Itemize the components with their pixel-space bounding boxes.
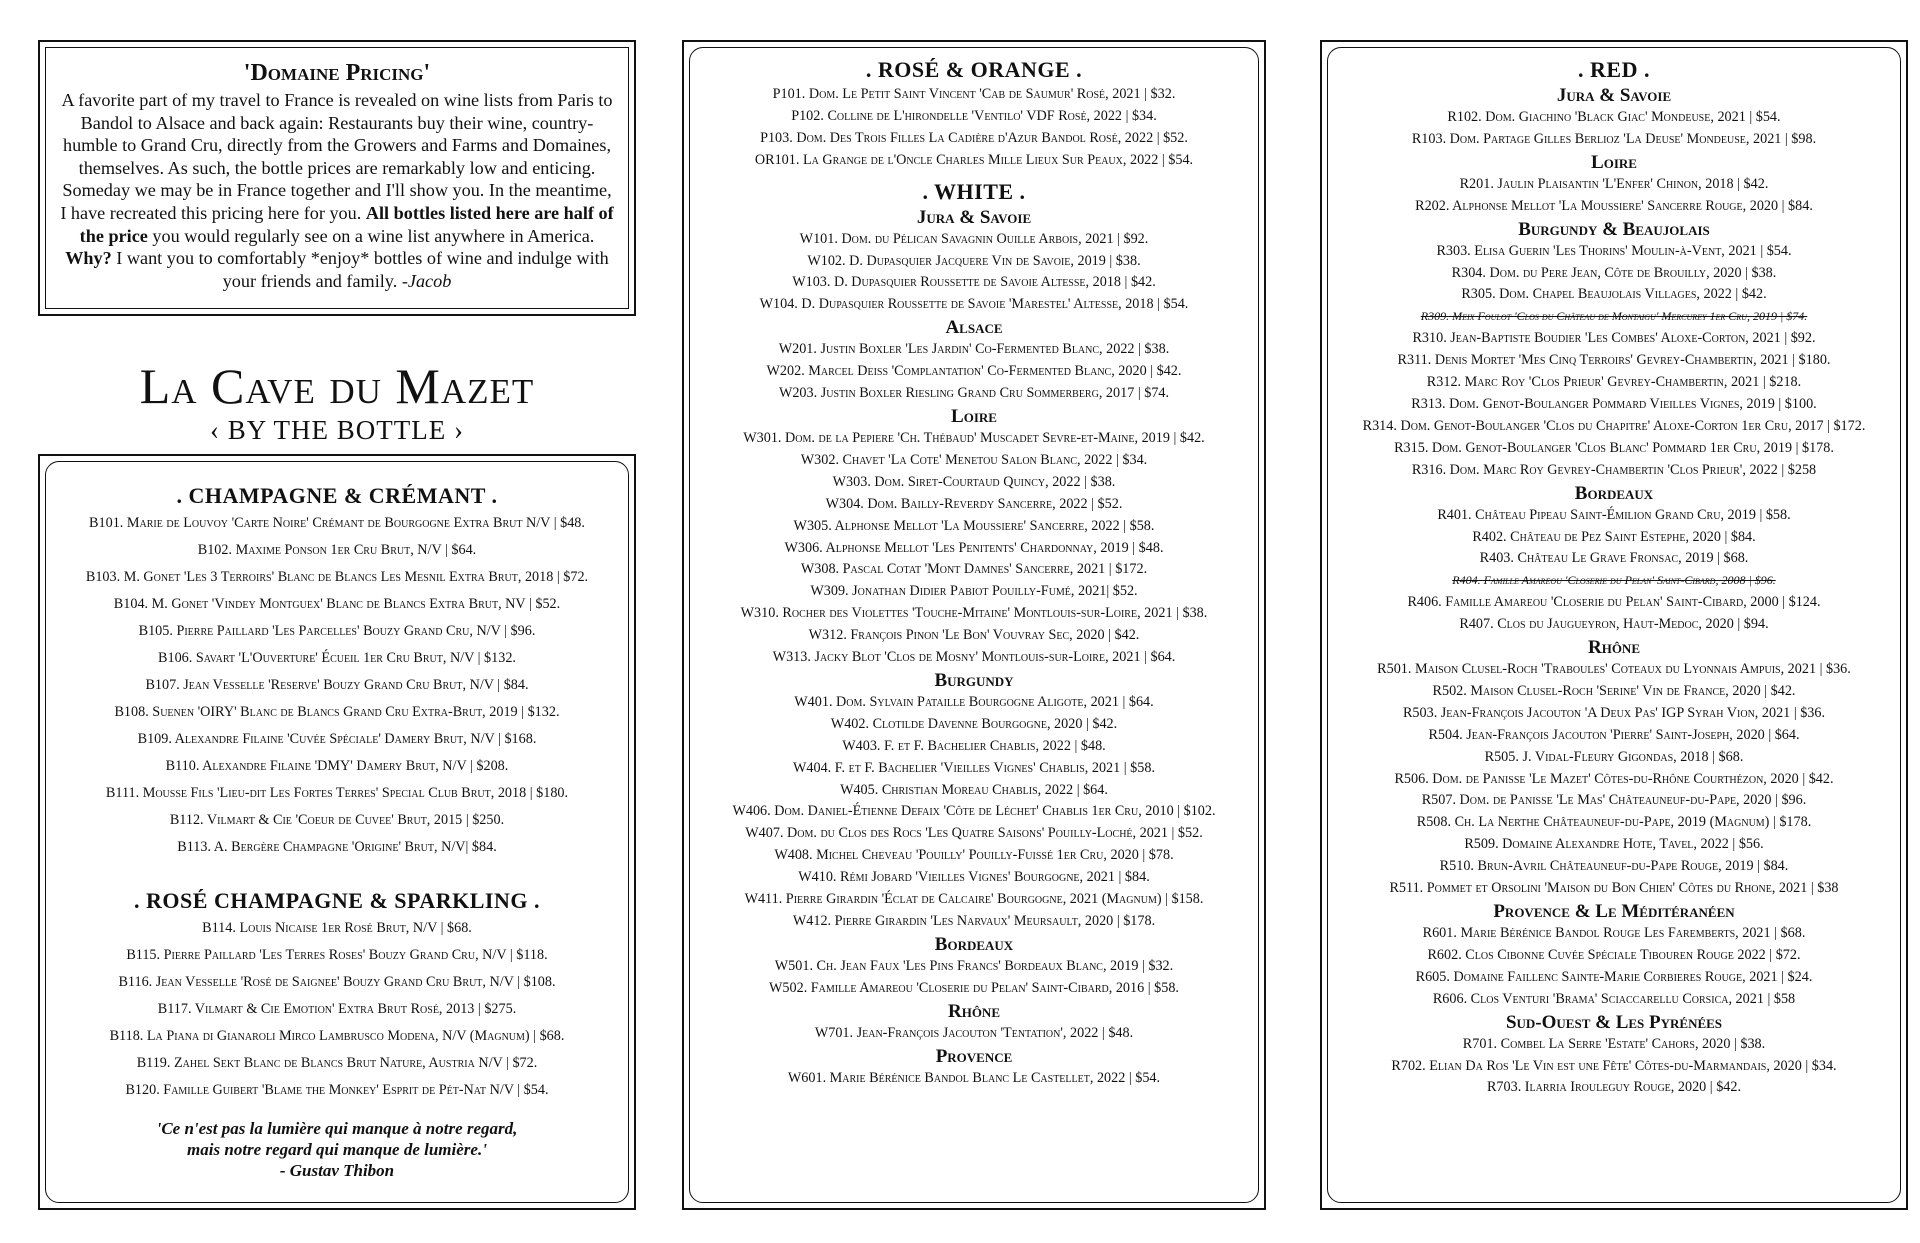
wine-list-item: B109. Alexandre Filaine 'Cuvée Spéciale' Damery Brut, N/V | $168. (137, 731, 537, 747)
wine-list-item: R505. J. Vidal-Fleury Gigondas, 2018 | $68. (1484, 748, 1744, 765)
wine-list-item: W301. Dom. de la Pepiere 'Ch. Thébaud' Muscadet Sevre-et-Maine, 2019 | $42. (743, 429, 1205, 446)
white-bordeaux-title: Bordeaux (934, 933, 1014, 955)
wine-list-item: W202. Marcel Deiss 'Complantation' Co-Fermented Blanc, 2020 | $42. (766, 363, 1182, 380)
wine-list-item: B114. Louis Nicaise 1er Rosé Brut, N/V | $68. (202, 920, 472, 936)
wine-list-item: R310. Jean-Baptiste Boudier 'Les Combes' Aloxe-Corton, 2021 | $92. (1412, 330, 1816, 347)
red-loire-list (1328, 174, 1900, 218)
brand-heading (38, 358, 636, 446)
wine-list-item: W309. Jonathan Didier Pabiot Pouilly-Fumé, 2021| $52. (810, 583, 1138, 600)
by-the-bottle-subtitle: ‹ BY THE BOTTLE › (210, 415, 464, 445)
rose-white-panel (682, 40, 1266, 1210)
intro-title: 'Domaine Pricing' (243, 60, 431, 86)
wine-list-item: P103. Dom. Des Trois Filles La Cadière d'Azur Bandol Rosé, 2022 | $52. (760, 129, 1188, 146)
white-jura-title: Jura & Savoie (916, 206, 1032, 228)
wine-list-item: R407. Clos du Jaugueyron, Haut-Medoc, 2020 | $94. (1459, 616, 1769, 633)
quote-author: - Gustav Thibon (279, 1161, 395, 1180)
wine-list-item: R202. Alphonse Mellot 'La Moussiere' Sancerre Rouge, 2020 | $84. (1415, 197, 1813, 214)
wine-list-item: R510. Brun-Avril Châteauneuf-du-Pape Rouge, 2019 | $84. (1439, 858, 1789, 875)
quote-line-2: mais notre regard qui manque de lumière.' (187, 1140, 487, 1159)
wine-list-item: R601. Marie Bérénice Bandol Rouge Les Faremberts, 2021 | $68. (1422, 925, 1806, 941)
white-burgundy-title: Burgundy (934, 669, 1014, 691)
wine-list-item: R504. Jean-François Jacouton 'Pierre' Saint-Joseph, 2020 | $64. (1428, 726, 1800, 743)
wine-list-item: R401. Château Pipeau Saint-Émilion Grand Cru, 2019 | $58. (1437, 506, 1791, 523)
wine-list-item: W701. Jean-François Jacouton 'Tentation', 2022 | $48. (814, 1024, 1134, 1041)
wine-list-item: R501. Maison Clusel-Roch 'Traboules' Coteaux du Lyonnais Ampuis, 2021 | $36. (1377, 661, 1851, 678)
red-rhone-title: Rhône (1587, 637, 1640, 659)
wine-list-item: R602. Clos Cibonne Cuvée Spéciale Tibouren Rouge 2022 | $72. (1427, 946, 1801, 963)
wine-list-item: R305. Dom. Chapel Beaujolais Villages, 2022 | $42. (1461, 286, 1767, 303)
champagne-list (46, 510, 628, 861)
wine-list-item: R312. Marc Roy 'Clos Prieur' Gevrey-Chambertin, 2021 | $218. (1426, 374, 1802, 391)
white-loire-list (690, 428, 1258, 669)
white-burgundy-list (690, 692, 1258, 933)
wine-list-item: B119. Zahel Sekt Blanc de Blancs Brut Nature, Austria N/V | $72. (136, 1055, 538, 1071)
white-alsace-list (690, 339, 1258, 405)
wine-list-item: P101. Dom. Le Petit Saint Vincent 'Cab de Saumur' Rosé, 2021 | $32. (772, 86, 1176, 102)
wine-list-item: R606. Clos Venturi 'Brama' Sciaccarellu Corsica, 2021 | $58 (1432, 990, 1796, 1007)
wine-list-item: W303. Dom. Siret-Courtaud Quincy, 2022 | $38. (832, 473, 1116, 490)
white-bordeaux-list (690, 956, 1258, 1000)
wine-list-item: B107. Jean Vesselle 'Reserve' Bouzy Grand Cru Brut, N/V | $84. (145, 677, 529, 693)
wine-list-item: W104. D. Dupasquier Roussette de Savoie 'Marestel' Altesse, 2018 | $54. (759, 296, 1189, 313)
wine-list-item: P102. Colline de L'hirondelle 'Ventilo' VDF Rosé, 2022 | $34. (791, 107, 1157, 124)
white-jura-list (690, 229, 1258, 317)
wine-list-item: R311. Denis Mortet 'Mes Cinq Terroirs' Gevrey-Chambertin, 2021 | $180. (1397, 352, 1831, 369)
quote (46, 1118, 628, 1181)
white-section-title: . WHITE . (922, 178, 1026, 204)
wine-list-item: B108. Suenen 'OIRY' Blanc de Blancs Grand Cru Extra-Brut, 2019 | $132. (114, 704, 560, 720)
wine-list-item: W411. Pierre Girardin 'Éclat de Calcaire' Bourgogne, 2021 (Magnum) | $158. (744, 891, 1204, 908)
rose-champagne-section-title: . ROSÉ CHAMPAGNE & SPARKLING . (134, 888, 540, 913)
white-rhone-title: Rhône (947, 1000, 1000, 1022)
wine-list-item: B115. Pierre Paillard 'Les Terres Roses' Bouzy Grand Cru, N/V | $118. (126, 947, 548, 963)
white-rhone-list (690, 1023, 1258, 1045)
red-jura-list (1328, 107, 1900, 151)
red-bordeaux-list (1328, 505, 1900, 636)
red-burgundy-list (1328, 241, 1900, 482)
wine-list-item: B113. A. Bergère Champagne 'Origine' Brut, N/V| $84. (177, 839, 497, 855)
quote-line-1: 'Ce n'est pas la lumière qui manque à notre regard, (156, 1119, 518, 1138)
wine-list-item: W310. Rocher des Violettes 'Touche-Mitaine' Montlouis-sur-Loire, 2021 | $38. (740, 605, 1208, 622)
wine-list-item: R316. Dom. Marc Roy Gevrey-Chambertin 'Clos Prieur', 2022 | $258 (1411, 461, 1817, 478)
wine-list-item: W203. Justin Boxler Riesling Grand Cru Sommerberg, 2017 | $74. (778, 385, 1170, 402)
wine-list-item: W201. Justin Boxler 'Les Jardin' Co-Fermented Blanc, 2022 | $38. (778, 341, 1170, 358)
wine-list-item: W410. Rémi Jobard 'Vieilles Vignes' Bourgogne, 2021 | $84. (798, 869, 1150, 886)
sparkling-panel (38, 454, 636, 1210)
wine-list-item: R402. Château de Pez Saint Estephe, 2020 | $84. (1472, 528, 1756, 545)
white-loire-title: Loire (951, 405, 997, 427)
wine-list-item: W306. Alphonse Mellot 'Les Penitents' Chardonnay, 2019 | $48. (784, 539, 1164, 556)
wine-list-item: R502. Maison Clusel-Roch 'Serine' Vin de France, 2020 | $42. (1432, 682, 1796, 699)
restaurant-name: La Cave du Mazet (139, 358, 535, 414)
wine-list-item: W407. Dom. du Clos des Rocs 'Les Quatre Saisons' Pouilly-Loché, 2021 | $52. (745, 825, 1203, 842)
wine-list-item: R314. Dom. Genot-Boulanger 'Clos du Chapitre' Aloxe-Corton 1er Cru, 2017 | $172. (1362, 417, 1866, 434)
wine-list-item: W304. Dom. Bailly-Reverdy Sancerre, 2022 | $52. (825, 495, 1123, 512)
wine-list-item: R703. Ilarria Irouleguy Rouge, 2020 | $42. (1486, 1079, 1742, 1096)
wine-list-item: W103. D. Dupasquier Roussette de Savoie Altesse, 2018 | $42. (792, 274, 1156, 291)
wine-list-item: W313. Jacky Blot 'Clos de Mosny' Montlouis-sur-Loire, 2021 | $64. (772, 649, 1176, 666)
wine-list-item: B105. Pierre Paillard 'Les Parcelles' Bouzy Grand Cru, N/V | $96. (138, 623, 536, 639)
wine-list-item: B106. Savart 'L'Ouverture' Écueil 1er Cru Brut, N/V | $132. (158, 650, 516, 666)
wine-list-item: B104. M. Gonet 'Vindey Montguex' Blanc de Blancs Extra Brut, NV | $52. (113, 596, 561, 612)
wine-list-item: R403. Château Le Grave Fronsac, 2019 | $68. (1479, 550, 1749, 567)
red-burgundy-title: Burgundy & Beaujolais (1518, 218, 1710, 240)
wine-list-item: W312. François Pinon 'Le Bon' Vouvray Sec, 2020 | $42. (808, 627, 1140, 644)
wine-list-item: R509. Domaine Alexandre Hote, Tavel, 2022 | $56. (1464, 836, 1764, 853)
white-alsace-title: Alsace (945, 317, 1003, 339)
red-sudouest-list (1328, 1034, 1900, 1100)
rose-orange-list (690, 84, 1258, 172)
rose-champagne-list (46, 915, 628, 1104)
intro-text: A favorite part of my travel to France is revealed on wine lists from Paris to Bandol to Alsace and back again: Restaurants buy their wine, country-humble to Grand Cru, directly from the Growers and Farms and Domaines, themselves. As such, the bottle prices are remarkably low and enticing. Someday we may be in France together and I'll show you. In the meantime, I have recreated this pricing here for you. All bottles listed here are half of the price you would regularly see on a wine list anywhere in America. Why? I want you to comfortably *enjoy* bottles of wine and indulge with your friends and family. -Jacob (60, 90, 614, 291)
wine-list-item: R701. Combel La Serre 'Estate' Cahors, 2020 | $38. (1462, 1035, 1766, 1052)
wine-list-item: R503. Jean-François Jacouton 'A Deux Pas' IGP Syrah Vion, 2021 | $36. (1402, 704, 1826, 721)
red-section-title: . RED . (1578, 57, 1650, 82)
wine-list-item: W305. Alphonse Mellot 'La Moussiere' Sancerre, 2022 | $58. (793, 517, 1155, 534)
wine-list-item: R507. Dom. de Panisse 'Le Mas' Châteauneuf-du-Pape, 2020 | $96. (1421, 792, 1807, 809)
red-sudouest-title: Sud-Ouest & Les Pyrénées (1505, 1011, 1723, 1033)
wine-list-item: B103. M. Gonet 'Les 3 Terroirs' Blanc de Blancs Les Mesnil Extra Brut, 2018 | $72. (85, 569, 589, 585)
wine-list-item: W403. F. et F. Bachelier Chablis, 2022 | $48. (842, 737, 1106, 754)
wine-list-item: R508. Ch. La Nerthe Châteauneuf-du-Pape, 2019 (Magnum) | $178. (1416, 814, 1812, 831)
wine-list-item: R406. Famille Amareou 'Closerie du Pelan' Saint-Cibard, 2000 | $124. (1407, 594, 1821, 611)
wine-list-item: W302. Chavet 'La Cote' Menetou Salon Blanc, 2022 | $34. (800, 451, 1148, 468)
wine-list-item: R404. Famille Amareou 'Closerie du Pelan' Saint-Cibard, 2008 | $96. (1452, 573, 1776, 588)
red-bordeaux-title: Bordeaux (1574, 482, 1654, 504)
domaine-pricing-box (38, 40, 636, 316)
wine-list-item: W501. Ch. Jean Faux 'Les Pins Francs' Bordeaux Blanc, 2019 | $32. (774, 957, 1174, 974)
wine-list-item: R511. Pommet et Orsolini 'Maison du Bon Chien' Côtes du Rhone, 2021 | $38 (1389, 880, 1839, 897)
wine-list-item: B118. La Piana di Gianaroli Mirco Lambrusco Modena, N/V (Magnum) | $68. (109, 1028, 565, 1044)
wine-list-item: W404. F. et F. Bachelier 'Vieilles Vignes' Chablis, 2021 | $58. (792, 759, 1156, 776)
wine-list-item: R102. Dom. Giachino 'Black Giac' Mondeuse, 2021 | $54. (1447, 109, 1781, 125)
red-jura-title: Jura & Savoie (1556, 85, 1672, 106)
champagne-section-title: . CHAMPAGNE & CRÉMANT . (176, 483, 498, 508)
wine-list-item: B101. Marie de Louvoy 'Carte Noire' Crémant de Bourgogne Extra Brut N/V | $48. (89, 515, 585, 531)
red-rhone-list (1328, 659, 1900, 900)
wine-list-item: B120. Famille Guibert 'Blame the Monkey' Esprit de Pét-Nat N/V | $54. (125, 1082, 549, 1098)
wine-list-item: W405. Christian Moreau Chablis, 2022 | $64. (840, 781, 1108, 798)
white-provence-title: Provence (935, 1045, 1013, 1067)
wine-list-item: B116. Jean Vesselle 'Rosé de Saignee' Bouzy Grand Cru Brut, N/V | $108. (118, 974, 556, 990)
wine-list-item: W408. Michel Cheveau 'Pouilly' Pouilly-Fuissé 1er Cru, 2020 | $78. (774, 847, 1174, 864)
wine-list-item: W102. D. Dupasquier Jacquere Vin de Savoie, 2019 | $38. (807, 252, 1141, 269)
wine-list-item: B111. Mousse Fils 'Lieu-dit Les Fortes Terres' Special Club Brut, 2018 | $180. (105, 785, 569, 801)
wine-list-item: OR101. La Grange de l'Oncle Charles Mille Lieux Sur Peaux, 2022 | $54. (754, 151, 1194, 168)
wine-list-item: W601. Marie Bérénice Bandol Blanc Le Castellet, 2022 | $54. (787, 1069, 1161, 1086)
rose-orange-section-title: . ROSÉ & ORANGE . (865, 57, 1083, 82)
wine-list-item: W101. Dom. du Pélican Savagnin Ouille Arbois, 2021 | $92. (799, 230, 1149, 247)
wine-list-item: W502. Famille Amareou 'Closerie du Pelan' Saint-Cibard, 2016 | $58. (769, 979, 1179, 996)
red-provence-list (1328, 923, 1900, 1011)
wine-list-item: R303. Elisa Guerin 'Les Thorins' Moulin-à-Vent, 2021 | $54. (1436, 242, 1792, 259)
wine-list-item: R304. Dom. du Pere Jean, Côte de Brouilly, 2020 | $38. (1451, 264, 1777, 281)
wine-list-item: R309. Meix Foulot 'Clos du Château de Montaigu' Mercurey 1er Cru, 2019 | $74. (1420, 309, 1808, 324)
wine-list-item: W406. Dom. Daniel-Étienne Defaix 'Côte de Léchet' Chablis 1er Cru, 2010 | $102. (732, 803, 1216, 820)
wine-list-item: W401. Dom. Sylvain Pataille Bourgogne Aligote, 2021 | $64. (794, 693, 1154, 710)
wine-list-item: R702. Elian Da Ros 'Le Vin est une Fête' Côtes-du-Marmandais, 2020 | $34. (1391, 1057, 1837, 1074)
wine-list-item: B117. Vilmart & Cie Emotion' Extra Brut Rosé, 2013 | $275. (157, 1001, 517, 1017)
wine-list-item: B102. Maxime Ponson 1er Cru Brut, N/V | $64. (197, 542, 477, 558)
wine-list-item: W308. Pascal Cotat 'Mont Damnes' Sancerre, 2021 | $172. (800, 561, 1148, 578)
white-provence-list (690, 1068, 1258, 1090)
wine-list-item: R605. Domaine Faillenc Sainte-Marie Corbieres Rouge, 2021 | $24. (1415, 968, 1813, 985)
wine-list-item: W412. Pierre Girardin 'Les Narvaux' Meursault, 2020 | $178. (792, 913, 1156, 929)
wine-list-item: B112. Vilmart & Cie 'Coeur de Cuvee' Brut, 2015 | $250. (169, 812, 505, 828)
wine-list-item: W402. Clotilde Davenne Bourgogne, 2020 | $42. (830, 715, 1118, 732)
wine-list-item: R103. Dom. Partage Gilles Berlioz 'La Deuse' Mondeuse, 2021 | $98. (1411, 130, 1817, 147)
red-loire-title: Loire (1591, 151, 1637, 173)
wine-list-item: R315. Dom. Genot-Boulanger 'Clos Blanc' Pommard 1er Cru, 2019 | $178. (1394, 439, 1834, 456)
red-provence-title: Provence & Le Méditéranéen (1493, 901, 1735, 922)
wine-list-item: B110. Alexandre Filaine 'DMY' Damery Brut, N/V | $208. (165, 758, 509, 774)
red-panel (1320, 40, 1908, 1210)
wine-list-item: R313. Dom. Genot-Boulanger Pommard Vieilles Vignes, 2019 | $100. (1411, 395, 1817, 412)
wine-list-item: R506. Dom. de Panisse 'Le Mazet' Côtes-du-Rhône Courthézon, 2020 | $42. (1394, 770, 1834, 787)
wine-list-item: R201. Jaulin Plaisantin 'L'Enfer' Chinon, 2018 | $42. (1459, 175, 1769, 192)
